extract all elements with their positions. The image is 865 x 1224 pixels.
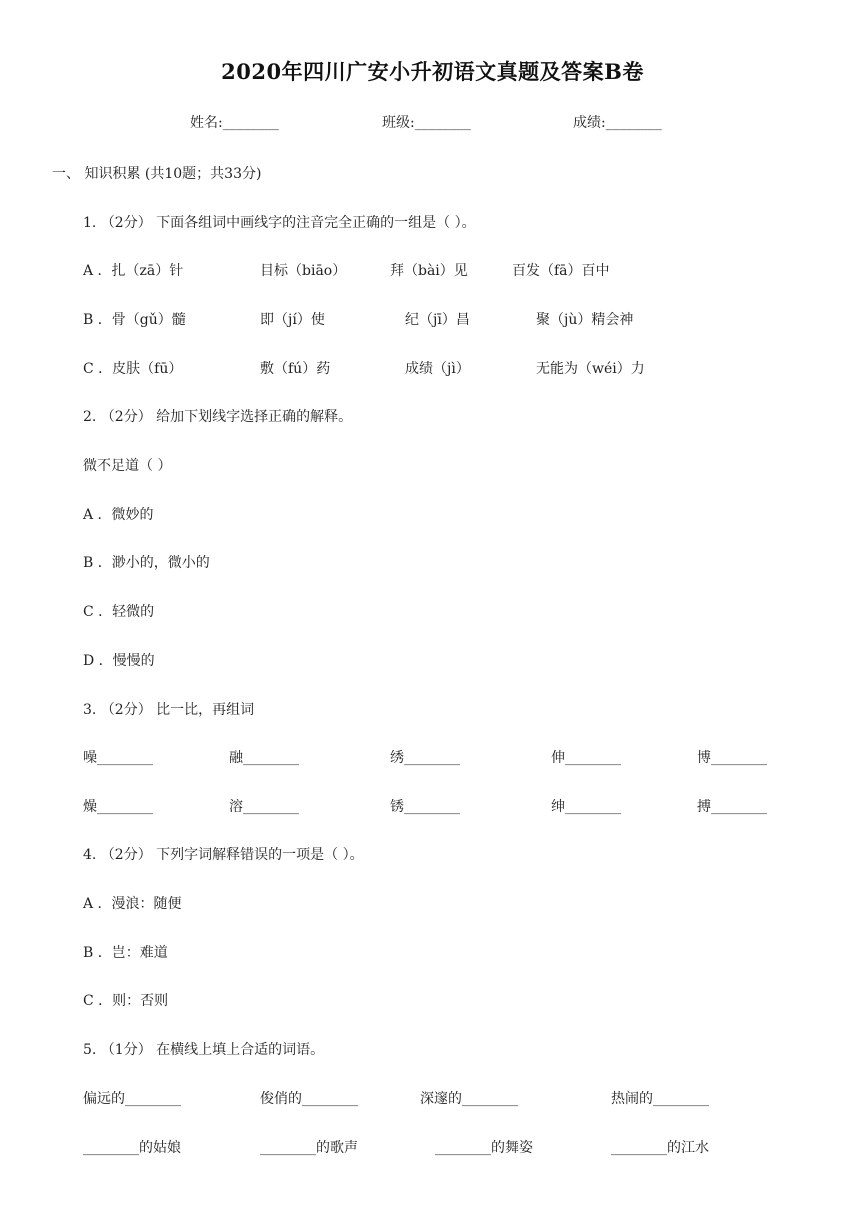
- score-field: 成绩:________: [573, 115, 662, 131]
- q3-blank: 融________: [229, 750, 299, 766]
- question-3-stem: 3. （2分） 比一比，再组词: [83, 702, 255, 718]
- q4-option-a: A ．漫浪：随便: [83, 896, 182, 912]
- q4-option-c: C ．则：否则: [83, 993, 169, 1009]
- q3-blank: 噪________: [83, 750, 153, 766]
- q1-option-b-item: 即（jí）使: [260, 312, 325, 328]
- q1-option-b: B ．骨（gǔ）髓: [83, 312, 186, 328]
- q2-option-c: C ．轻微的: [83, 604, 155, 620]
- name-field: 姓名:________: [190, 115, 279, 131]
- question-5-stem: 5. （1分） 在横线上填上合适的词语。: [83, 1042, 325, 1058]
- q3-blank: 搏________: [697, 799, 767, 815]
- question-1-stem: 1. （2分） 下面各组词中画线字的注音完全正确的一组是（ ）。: [83, 215, 476, 231]
- q1-option-a-item: 目标（biāo）: [260, 263, 347, 279]
- q4-option-b: B ．岂：难道: [83, 945, 168, 961]
- q3-blank: 燥________: [83, 799, 153, 815]
- question-2-stem: 2. （2分） 给加下划线字选择正确的解释。: [83, 409, 353, 425]
- q5-blank: 偏远的________: [83, 1091, 181, 1107]
- q1-option-c-item: 成绩（jì）: [405, 361, 470, 377]
- q3-blank: 绅________: [551, 799, 621, 815]
- q1-option-b-item: 聚（jù）精会神: [536, 312, 634, 328]
- page-title: 2020年四川广安小升初语文真题及答案B卷: [221, 59, 644, 84]
- q2-word: 微不足道（ ）: [83, 458, 172, 474]
- q5-blank: ________的江水: [611, 1140, 709, 1156]
- q1-option-a: A ．扎（zā）针: [83, 263, 184, 279]
- q3-blank: 博________: [697, 750, 767, 766]
- question-4-stem: 4. （2分） 下列字词解释错误的一项是（ ）。: [83, 847, 364, 863]
- q2-option-d: D ．慢慢的: [83, 653, 155, 669]
- class-field: 班级:________: [382, 115, 471, 131]
- q3-blank: 锈________: [390, 799, 460, 815]
- q3-blank: 溶________: [229, 799, 299, 815]
- q1-option-c-item: 无能为（wéi）力: [536, 361, 645, 377]
- q3-blank: 绣________: [390, 750, 460, 766]
- q1-option-a-item: 拜（bài）见: [390, 263, 468, 279]
- q2-option-b: B ．渺小的，微小的: [83, 555, 210, 571]
- q5-blank: 深邃的________: [420, 1091, 518, 1107]
- q5-blank: ________的歌声: [260, 1140, 358, 1156]
- q1-option-c-item: 敷（fú）药: [260, 361, 331, 377]
- section-heading: 一、 知识积累 (共10题；共33分): [52, 166, 262, 182]
- q5-blank: 俊俏的________: [260, 1091, 358, 1107]
- q5-blank: ________的舞姿: [435, 1140, 533, 1156]
- q1-option-b-item: 纪（jī）昌: [405, 312, 470, 328]
- q2-option-a: A ．微妙的: [83, 507, 154, 523]
- q1-option-a-item: 百发（fā）百中: [512, 263, 610, 279]
- q3-blank: 伸________: [551, 750, 621, 766]
- q5-blank: ________的姑娘: [83, 1140, 181, 1156]
- q1-option-c: C ．皮肤（fū）: [83, 361, 183, 377]
- q5-blank: 热闹的________: [611, 1091, 709, 1107]
